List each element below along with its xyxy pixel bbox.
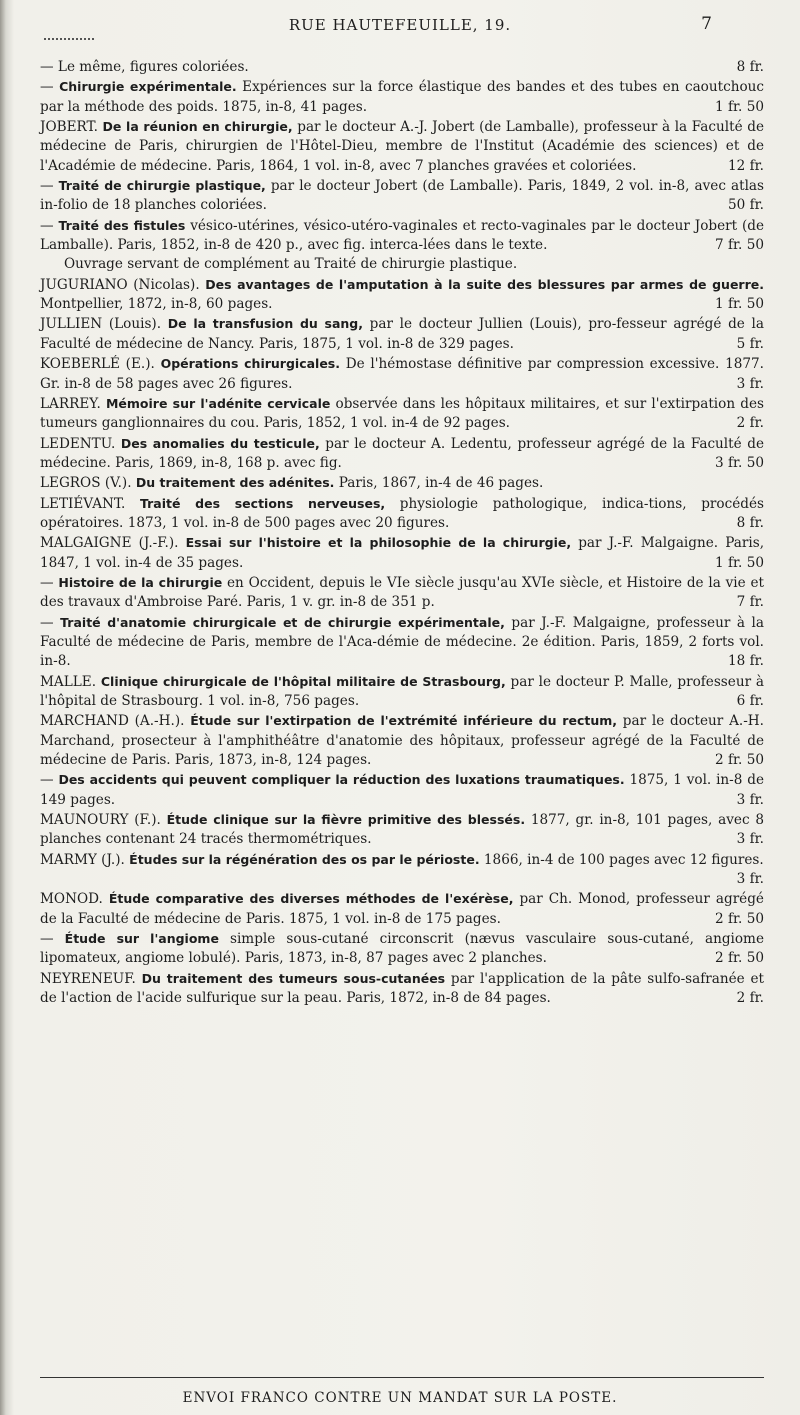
catalog-entry: [40, 473, 764, 493]
entry-title: Du traitement des tumeurs sous-cutanées: [141, 970, 446, 986]
entry-price: 2 fr. 50: [715, 950, 764, 967]
entry-title: Étude sur l'extirpation de l'extrémité inférieure du rectum,: [190, 713, 618, 729]
catalog-entry: [40, 354, 764, 394]
entry-description: par le docteur A.-H. Marchand, prosecteur à l'amphithéâtre d'anatomie des hôpitaux, professeur agrégé de la Faculté de médecine de Paris. Paris, 1873, in-8, 124 pages.: [40, 713, 764, 769]
dotted-rule: [44, 38, 94, 40]
catalog-entry: [40, 889, 764, 929]
entry-price: 1 fr. 50: [715, 296, 764, 313]
entry-title: Essai sur l'histoire et la philosophie de la chirurgie,: [185, 535, 572, 551]
entry-description: 1875, 1 vol. in-8 de 149 pages.: [40, 772, 765, 808]
entry-author: —: [40, 178, 59, 195]
entry-price: 1 fr. 50: [715, 554, 764, 571]
entry-author: JOBERT.: [40, 119, 103, 136]
entry-description: physiologie pathologique, indica-tions, procédés opératoires. 1873, 1 vol. in-8 de 500 pages avec 20 figures.: [40, 495, 764, 531]
entry-title: Des accidents qui peuvent compliquer la réduction des luxations traumatiques.: [58, 772, 625, 788]
entry-author: —: [40, 772, 59, 789]
entry-author: —: [40, 614, 61, 631]
entry-description: par le docteur P. Malle, professeur à l'hôpital de Strasbourg. 1 vol. in-8, 756 pages.: [40, 673, 765, 709]
catalog-entry: [40, 394, 764, 434]
entry-author: JULLIEN (Louis).: [40, 316, 168, 333]
entry-price: 3 fr. 50: [715, 454, 764, 471]
catalog-entry: [40, 711, 764, 770]
catalog-entry: [40, 770, 764, 810]
entry-description: par le docteur A. Ledentu, professeur agrégé de la Faculté de médecine. Paris, 1869, in-8, 168 p. avec fig.: [40, 435, 765, 471]
entry-title: Des anomalies du testicule,: [120, 435, 320, 451]
catalog-entry: [40, 275, 764, 315]
entry-author: MARMY (J.).: [40, 851, 130, 868]
entry-title: Étude sur l'angiome: [64, 931, 219, 947]
catalog-entry: [40, 176, 764, 216]
entry-price: 2 fr. 50: [715, 910, 764, 927]
entry-author: MALGAIGNE (J.-F.).: [40, 535, 186, 552]
entry-description: 1866, in-4 de 100 pages avec 12 figures.: [479, 851, 764, 868]
entry-title: Clinique chirurgicale de l'hôpital militaire de Strasbourg,: [100, 673, 506, 689]
entry-author: MALLE.: [40, 673, 101, 690]
page-number: 7: [701, 14, 712, 34]
entry-author: JUGURIANO (Nicolas).: [40, 276, 206, 293]
entry-author: LETIÉVANT.: [40, 495, 140, 512]
entry-title: Du traitement des adénites.: [135, 475, 335, 491]
entry-description: en Occident, depuis le VIe siècle jusqu'au XVIe siècle, et Histoire de la vie et des travaux d'Ambroise Paré. Paris, 1 v. gr. in-8 de 351 p.: [40, 574, 764, 611]
entry-author: — Le même, figures coloriées.: [40, 59, 249, 75]
entry-title: Traité d'anatomie chirurgicale et de chirurgie expérimentale,: [60, 614, 505, 630]
entry-description: par le docteur Jullien (Louis), pro-fesseur agrégé de la Faculté de médecine de Nancy. Paris, 1875, 1 vol. in-8 de 329 pages.: [40, 316, 764, 352]
entry-author: KOEBERLÉ (E.).: [40, 356, 161, 373]
entry-title: Étude comparative des diverses méthodes de l'exérèse,: [108, 891, 514, 907]
catalog-body: [40, 58, 764, 1009]
entry-author: LARREY.: [40, 395, 106, 412]
catalog-entry: [40, 77, 764, 117]
entry-description: par J.-F. Malgaigne, professeur à la Faculté de médecine de Paris, membre de l'Aca-démie de médecine. 2e édition. Paris, 1859, 2 forts vol. in-8.: [40, 614, 765, 670]
entry-title: Études sur la régénération des os par le périoste.: [129, 851, 480, 867]
entry-author: NEYRENEUF.: [40, 970, 142, 987]
entry-title: Chirurgie expérimentale.: [59, 79, 237, 95]
entry-author: MAUNOURY (F.).: [40, 812, 167, 829]
entry-price: 50 fr.: [728, 197, 764, 214]
entry-price: 2 fr.: [736, 415, 764, 432]
entry-title: Traité des fistules: [58, 217, 186, 233]
entry-description: vésico-utérines, vésico-utéro-vaginales et recto-vaginales par le docteur Jobert (de Lamballe). Paris, 1852, in-8 de 420 p., avec fig. interca-lées dans le texte.: [40, 217, 765, 254]
catalog-entry: [40, 434, 764, 474]
entry-description: simple sous-cutané circonscrit (nævus vasculaire sous-cutané, angiome lipomateux, angiome lobulé). Paris, 1873, in-8, 87 pages avec 2 planches.: [40, 931, 764, 967]
entry-price: 12 fr.: [728, 157, 764, 174]
entry-price: 7 fr.: [736, 594, 764, 611]
entry-title: Traité des sections nerveuses,: [139, 495, 386, 511]
entry-price: 7 fr. 50: [715, 237, 764, 254]
entry-description: par le docteur A.-J. Jobert (de Lamballe), professeur à la Faculté de médecine de Paris, chirurgien de l'Hôtel-Dieu, membre de l'Institut (Académie des sciences) et de l'Académie de médecine. Paris, 1864, 1 vol. in-8, avec 7 planches gravées et coloriées.: [40, 119, 764, 174]
entry-author: —: [40, 931, 65, 948]
entry-author: LEGROS (V.).: [40, 475, 136, 492]
entry-description: Expériences sur la force élastique des bandes et des tubes en caoutchouc par la méthode des poids. 1875, in-8, 41 pages.: [40, 79, 765, 115]
catalog-entry: [40, 533, 764, 573]
entry-price: 2 fr. 50: [715, 752, 764, 769]
entry-price: 6 fr.: [736, 693, 764, 709]
footer-note: ENVOI FRANCO CONTRE UN MANDAT SUR LA POSTE.: [182, 1390, 618, 1406]
entry-title: Des avantages de l'amputation à la suite des blessures par armes de guerre.: [205, 276, 764, 292]
entry-description: observée dans les hôpitaux militaires, et sur l'extirpation des tumeurs ganglionnaires du cou. Paris, 1852, 1 vol. in-4 de 92 pages.: [40, 395, 764, 432]
entry-title: Mémoire sur l'adénite cervicale: [105, 395, 331, 411]
entry-author: —: [40, 217, 59, 234]
entry-title: Étude clinique sur la fièvre primitive des blessés.: [166, 812, 526, 828]
catalog-entry: [40, 58, 764, 77]
entry-description: Paris, 1867, in-4 de 46 pages.: [334, 475, 544, 492]
entry-description: par l'application de la pâte sulfo-safranée et de l'action de l'acide sulfurique sur la peau. Paris, 1872, in-8 de 84 pages.: [40, 970, 764, 1007]
catalog-entry: [40, 216, 764, 275]
catalog-entry: [40, 969, 764, 1009]
footer-rule: [40, 1377, 764, 1378]
entry-title: De la transfusion du sang,: [167, 316, 363, 332]
entry-author: MARCHAND (A.-H.).: [40, 713, 191, 730]
entry-price: 3 fr.: [736, 831, 764, 848]
entry-description: Montpellier, 1872, in-8, 60 pages.: [40, 296, 273, 313]
entry-description: De l'hémostase définitive par compression excessive. 1877. Gr. in-8 de 58 pages avec 26 figures.: [40, 356, 764, 392]
entry-price: 8 fr.: [736, 514, 764, 531]
catalog-entry: [40, 810, 764, 850]
catalog-entry: [40, 314, 764, 354]
entry-price: 1 fr. 50: [715, 98, 764, 115]
catalog-entry: [40, 573, 764, 613]
catalog-entry: [40, 929, 764, 969]
entry-description: par Ch. Monod, professeur agrégé de la Faculté de médecine de Paris. 1875, 1 vol. in-8 de 175 pages.: [40, 891, 764, 927]
entry-note: Ouvrage servant de complément au Traité de chirurgie plastique.: [64, 256, 518, 273]
entry-title: Opérations chirurgicales.: [160, 356, 340, 372]
entry-price: 8 fr.: [736, 59, 764, 75]
running-header: RUE HAUTEFEUILLE, 19.: [288, 16, 512, 34]
entry-description: par J.-F. Malgaigne. Paris, 1847, 1 vol. in-4 de 35 pages.: [40, 535, 765, 571]
entry-author: —: [40, 79, 60, 96]
entry-author: LEDENTU.: [40, 435, 121, 452]
entry-price: 3 fr.: [736, 871, 764, 888]
entry-price: 5 fr.: [736, 335, 764, 352]
entry-price: 18 fr.: [728, 653, 764, 670]
entry-author: —: [40, 574, 59, 591]
entry-price: 3 fr.: [736, 791, 764, 808]
entry-title: De la réunion en chirurgie,: [102, 119, 293, 135]
entry-price: 3 fr.: [736, 375, 764, 392]
entry-description: par le docteur Jobert (de Lamballe). Paris, 1849, 2 vol. in-8, avec atlas in-folio de 18 planches coloriées.: [40, 178, 764, 214]
catalog-entry: [40, 850, 764, 890]
catalog-entry: [40, 672, 764, 712]
entry-title: Histoire de la chirurgie: [58, 574, 223, 590]
entry-title: Traité de chirurgie plastique,: [58, 178, 266, 194]
entry-description: 1877, gr. in-8, 101 pages, avec 8 planches contenant 24 tracés thermométriques.: [40, 812, 764, 848]
entry-price: 2 fr.: [736, 990, 764, 1007]
catalog-entry: [40, 494, 764, 534]
catalog-entry: [40, 117, 764, 176]
catalog-entry: [40, 613, 764, 672]
entry-author: MONOD.: [40, 891, 109, 908]
